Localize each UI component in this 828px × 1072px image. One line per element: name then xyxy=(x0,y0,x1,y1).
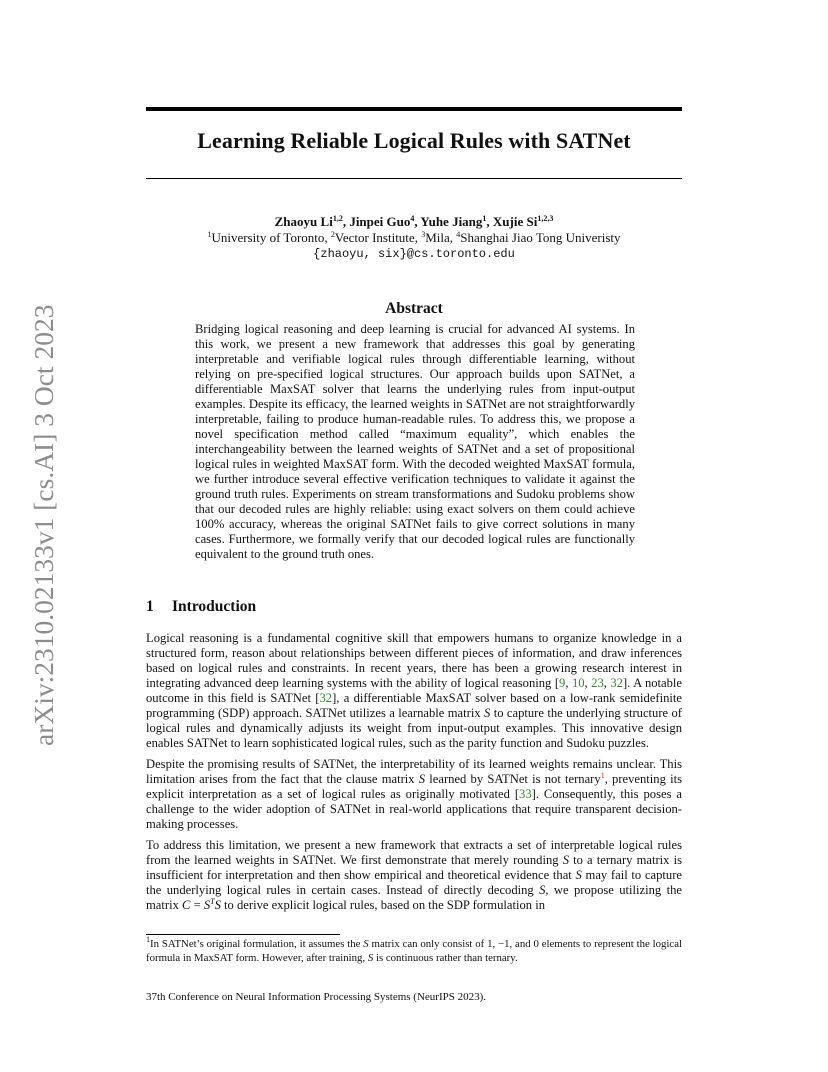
affiliation: University of Toronto, xyxy=(211,230,331,245)
text: may fail to capture the underlying logical rules in certain cases. Instead of directly decoding xyxy=(146,868,682,897)
author-name: Xujie Si xyxy=(492,214,538,229)
affiliations xyxy=(146,230,682,246)
abstract-heading: Abstract xyxy=(385,300,443,317)
title-rule-bottom xyxy=(146,178,682,179)
affiliation: Mila, xyxy=(425,230,457,245)
text: to capture the underlying structure of logical rules and dynamically adjusts its weight from input-output examples. This innovative design enables SATNet to learn sophisticated logical rules, such as the parity function and Sudoku puzzles. xyxy=(146,706,682,750)
text: ]. A notable outcome in this field is SATNet [ xyxy=(146,676,683,705)
math-symbol: S xyxy=(363,938,369,950)
math-symbol: S xyxy=(367,952,374,964)
author-name: Yuhe Jiang xyxy=(420,214,483,229)
math-symbol: S xyxy=(484,706,491,720)
math-symbol: S xyxy=(214,898,221,912)
text: , preventing its explicit interpretation as a set of logical rules as originally motivated [ xyxy=(146,772,682,801)
citation-link[interactable]: 32 xyxy=(610,676,623,690)
author-name: Zhaoyu Li xyxy=(274,214,333,229)
introduction-body xyxy=(146,631,682,919)
text: to derive explicit logical rules, based on the SDP formulation in xyxy=(220,898,545,912)
text: In SATNet’s original formulation, it assumes the xyxy=(150,938,364,950)
footnote-link[interactable]: 1 xyxy=(600,771,605,780)
math-symbol: S xyxy=(539,883,546,897)
affil-marker: 3 xyxy=(421,230,426,239)
author-affil-marker: 4 xyxy=(410,214,415,223)
author-affil-marker: 1,2,3 xyxy=(537,214,554,223)
paper-title: Learning Reliable Logical Rules with SATNet xyxy=(197,128,631,153)
citation-link[interactable]: 9 xyxy=(559,676,566,690)
affil-marker: 2 xyxy=(330,230,335,239)
citation-link[interactable]: 23 xyxy=(591,676,604,690)
text: matrix can only consist of 1, −1, and 0 elements to represent the logical formula in MaxSAT form. However, after training, xyxy=(146,938,682,964)
citation-link[interactable]: 33 xyxy=(519,787,532,801)
citation-link[interactable]: 10 xyxy=(571,676,585,690)
author-names: Zhaoyu Li$^{1,2}$, Jinpei Guo$^4$, Yuhe Jiang$^1$, Xujie Si$^{1,2,3}$ xyxy=(274,214,554,229)
math-symbol: S xyxy=(562,853,569,867)
author-affil-marker: 1,2 xyxy=(332,214,343,223)
text: To address this limitation, we present a new framework that extracts a set of interpretable logical rules from the learned weights in SATNet. We first demonstrate that merely rounding xyxy=(146,838,682,867)
math-symbol: S xyxy=(203,898,211,912)
title-rule-top xyxy=(146,107,682,111)
text: ]. Consequently, this poses a challenge to the wider adoption of SATNet in real-world applications that require transparent decision-making processes. xyxy=(146,787,682,831)
text: Logical reasoning is a fundamental cognitive skill that empowers humans to organize knowledge in a structured form, reason about relationships between different pieces of information, and draw inferences based on logical rules and constraints. In recent years, there has been a growing research interest in integrating advanced deep learning systems with the ability of logical reasoning [ xyxy=(146,631,682,690)
math-symbol: S xyxy=(575,868,582,882)
affil-marker: 1 xyxy=(207,230,212,239)
author-block xyxy=(146,214,682,262)
text: is continuous rather than ternary. xyxy=(373,952,518,964)
text: to a ternary matrix is insufficient for interpretation and then show empirical and theoretical evidence that xyxy=(146,853,682,882)
author-email: {zhaoyu, six}@cs.toronto.edu xyxy=(313,247,515,261)
text: learned by SATNet is not ternary xyxy=(425,772,601,786)
section-number: 1 xyxy=(146,598,154,615)
author-affil-marker: 1 xyxy=(482,214,487,223)
affiliation: Shanghai Jiao Tong Univeristy xyxy=(460,230,621,245)
footnote-marker: 1 xyxy=(146,935,150,944)
paragraph: Logical reasoning is a fundamental cognitive skill that empowers humans to organize knowledge in a structured form, reason about relationships between different pieces of information, and draw inferences based on logical rules and constraints. In recent years, there has been a growing research interest in integrating advanced deep learning systems with the ability of logical reasoning [9, 10, 23, 32]. A notable outcome in this field is SATNet [32], a differentiable MaxSAT solver based on a low-rank semidefinite programming (SDP) approach. SATNet utilizes a learnable matrix S to capture the underlying structure of logical rules and dynamically adjusts its weight from input-output examples. This innovative design enables SATNet to learn sophisticated logical rules, such as the parity function and Sudoku puzzles. xyxy=(146,631,683,750)
author-name: Jinpei Guo xyxy=(349,214,411,229)
arxiv-identifier: arXiv:2310.02133v1 [cs.AI] 3 Oct 2023 xyxy=(28,304,59,746)
section-heading-introduction xyxy=(146,598,256,616)
citation-link[interactable]: 32 xyxy=(319,691,333,705)
affil-marker: 4 xyxy=(456,230,461,239)
affiliation: Vector Institute, xyxy=(334,230,422,245)
math-symbol: T xyxy=(210,897,215,906)
math-symbol: S xyxy=(418,772,426,786)
text: Despite the promising results of SATNet, the interpretability of its learned weights remains unclear. This limitation arises from the fact that the clause matrix xyxy=(146,757,682,786)
abstract-text: Bridging logical reasoning and deep learning is crucial for advanced AI systems. In this work, we present a new framework that addresses this goal by generating interpretable and verifiable logical rules through differentiable learning, without relying on pre-specified logical structures. Our approach builds upon SATNet, a differentiable MaxSAT solver that learns the underlying rules from input-output examples. Despite its efficacy, the learned weights in SATNet are not straightforwardly interpretable, failing to produce human-readable rules. To address this, we propose a novel specification method called “maximum equality”, which enables the interchangeability between the learned weights of SATNet and a set of propositional logical rules in weighted MaxSAT form. With the decoded weighted MaxSAT formula, we further introduce several effective verification techniques to validate it against the ground truth rules. Experiments on stream transformations and Sudoku problems show that our decoded rules are highly reliable: using exact solvers on them could achieve 100% accuracy, whereas the original SATNet fails to give correct solutions in many cases. Furthermore, we formally verify that our decoded logical rules are functionally equivalent to the ground truth ones. xyxy=(195,322,635,561)
footnote xyxy=(146,937,682,965)
text: = xyxy=(190,898,204,912)
text: , we propose utilizing the matrix xyxy=(146,883,682,912)
math-symbol: C xyxy=(182,898,191,912)
text: ], a differentiable MaxSAT solver based on a low-rank semidefinite programming (SDP) approach. SATNet utilizes a learnable matrix xyxy=(146,691,683,720)
conference-note: 37th Conference on Neural Information Processing Systems (NeurIPS 2023). xyxy=(146,991,487,1003)
footnote-rule xyxy=(146,934,340,935)
paragraph xyxy=(146,757,682,832)
paragraph xyxy=(146,838,682,913)
section-title: Introduction xyxy=(172,598,257,615)
